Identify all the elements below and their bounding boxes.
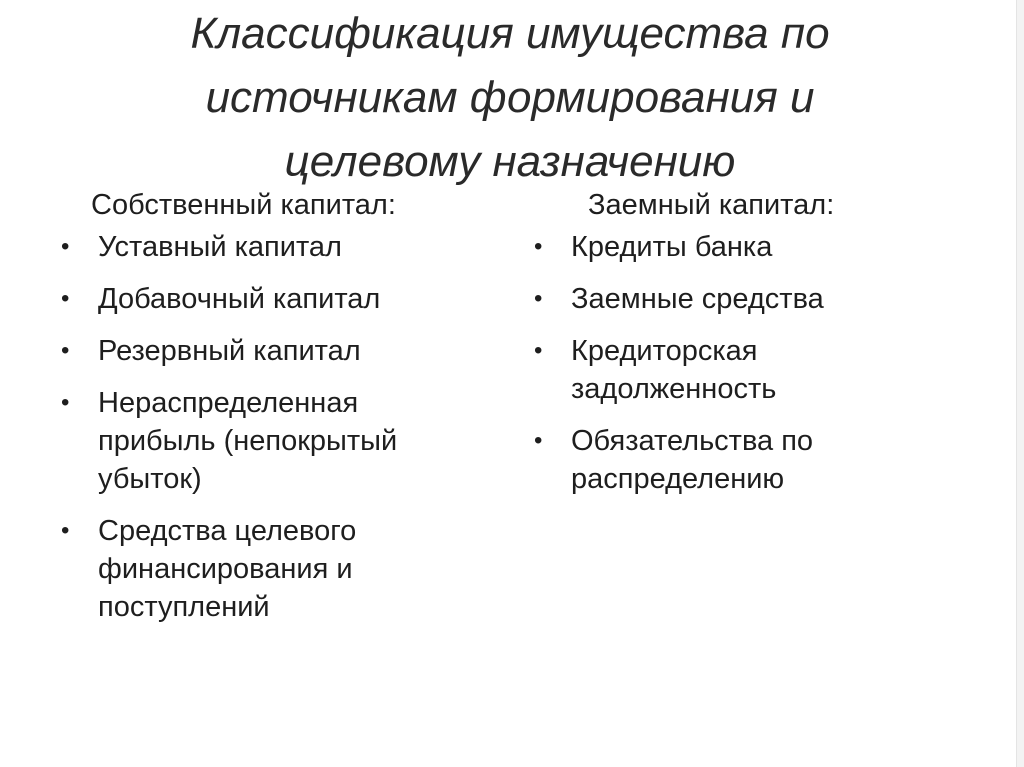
list-item-text: прибыль (непокрытый — [98, 425, 398, 457]
list-item — [55, 384, 495, 498]
list-item — [528, 332, 948, 408]
list-item — [55, 512, 495, 626]
list-item — [528, 422, 948, 498]
slide-title — [70, 2, 950, 194]
list-item-text: Средства целевого — [98, 515, 357, 547]
own-capital-list — [55, 228, 495, 626]
bullet-icon: • — [534, 285, 543, 312]
list-item-text: Кредиторская — [571, 335, 758, 367]
slide-edge-divider — [1016, 0, 1024, 767]
list-item-text: поступлений — [98, 591, 270, 623]
bullet-icon: • — [61, 389, 70, 416]
list-item-text: Уставный капитал — [98, 231, 342, 263]
list-item — [55, 332, 495, 370]
list-item-text: Заемные средства — [571, 283, 824, 315]
list-item-text: Добавочный капитал — [98, 283, 381, 315]
borrowed-capital-column — [528, 186, 948, 512]
list-item — [55, 228, 495, 266]
slide-title-line: источникам формирования и — [205, 73, 815, 122]
bullet-icon: • — [61, 285, 70, 312]
own-capital-column — [55, 186, 495, 640]
list-item — [55, 280, 495, 318]
bullet-icon: • — [61, 337, 70, 364]
list-item — [528, 228, 948, 266]
list-item-text: убыток) — [98, 463, 202, 495]
list-item-text: Обязательства по — [571, 425, 814, 457]
bullet-icon: • — [534, 427, 543, 454]
slide-title-line: Классификация имущества по — [190, 9, 830, 58]
bullet-icon: • — [534, 233, 543, 260]
list-item-text: Резервный капитал — [98, 335, 361, 367]
list-item-text: финансирования и — [98, 553, 353, 585]
bullet-icon: • — [61, 517, 70, 544]
list-item-text: Кредиты банка — [571, 231, 773, 263]
bullet-icon: • — [534, 337, 543, 364]
list-item-text: задолженность — [571, 373, 777, 405]
own-capital-heading: Собственный капитал: — [91, 189, 396, 221]
slide-title-line: целевому назначению — [284, 137, 736, 186]
borrowed-capital-heading: Заемный капитал: — [588, 189, 835, 221]
borrowed-capital-list — [528, 228, 948, 498]
list-item-text: Нераспределенная — [98, 387, 359, 419]
list-item-text: распределению — [571, 463, 785, 495]
list-item — [528, 280, 948, 318]
bullet-icon: • — [61, 233, 70, 260]
